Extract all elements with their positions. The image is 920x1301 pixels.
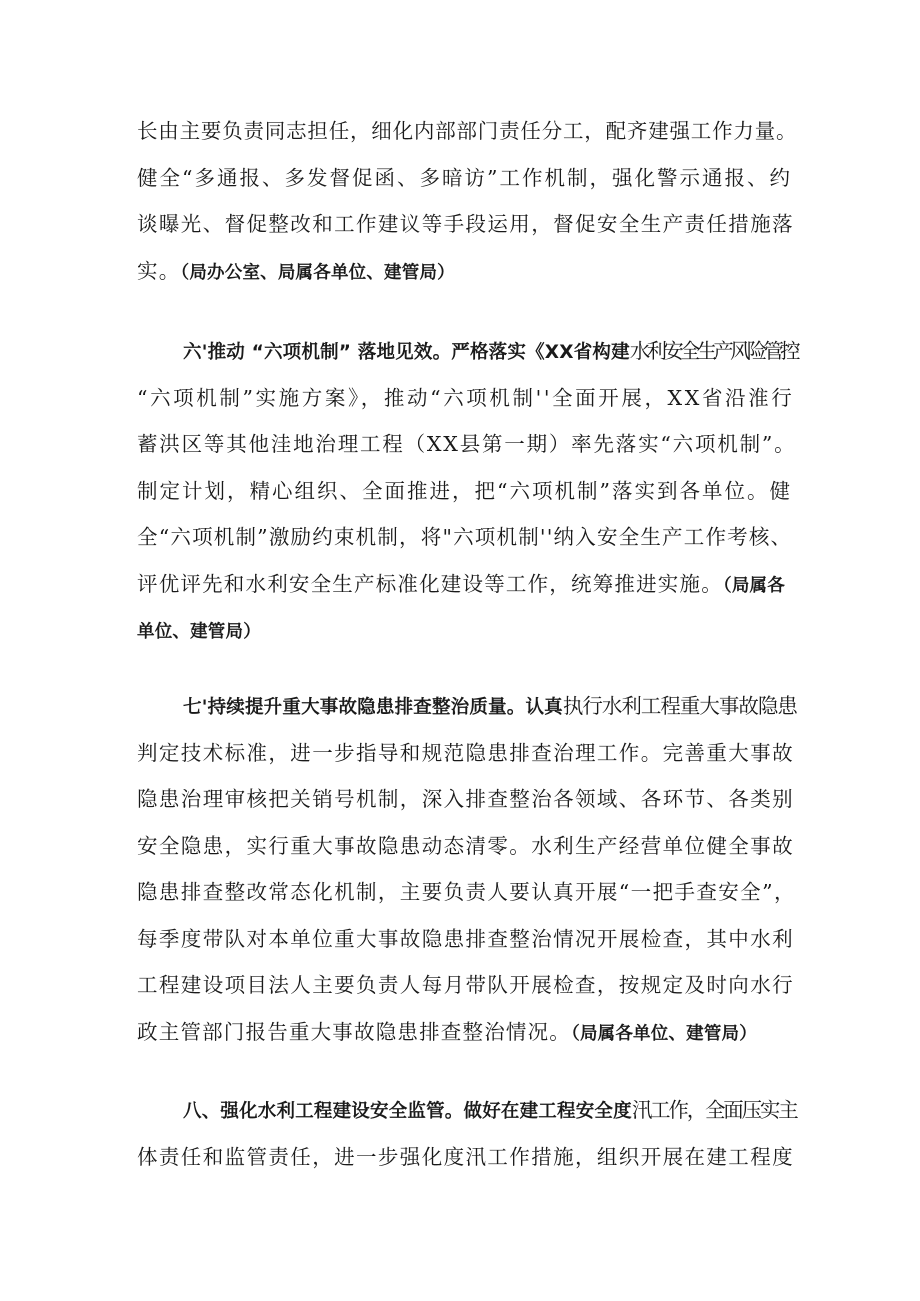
text-line — [137, 683, 797, 730]
text-line: 蓄洪区等其他洼地治理工程（XX县第一期）率先落实“六项机制”。 — [137, 432, 797, 456]
text-segment: 水利安全生产风险管控 — [629, 339, 797, 363]
text-line — [137, 328, 797, 375]
paragraph-six-mechanisms — [137, 328, 797, 654]
text-line: 隐患排查整改常态化机制，主要负责人要认真开展“一把手查安全”， — [137, 880, 796, 904]
text-line: 长由主要负责同志担任，细化内部部门责任分工，配齐建强工作力量。 — [137, 119, 798, 143]
text-line: 体责任和监管责任，进一步强化度汛工作措施，组织开展在建工程度 — [137, 1144, 794, 1169]
text-segment: 政主管部门报告重大事故隐患排查整治情况。 — [137, 1019, 571, 1044]
text-line — [137, 607, 797, 654]
section-heading: 七'持续提升重大事故隐患排查整治质量。认真 — [183, 697, 563, 718]
text-line: 安全隐患，实行重大事故隐患动态清零。水利生产经营单位健全事故 — [137, 833, 794, 858]
text-segment: 评优评先和水利安全生产标准化建设等工作，统筹推进实施。 — [137, 571, 723, 596]
responsible-units-note: （局属各单位、建管局） — [571, 1023, 757, 1044]
text-line: 谈曝光、督促整改和工作建议等手段运用，督促安全生产责任措施落 — [137, 212, 794, 236]
section-heading: 八、强化水利工程建设安全监管。做好在建工程安全度 — [183, 1101, 632, 1122]
text-line — [137, 1009, 797, 1056]
text-line: 每季度带队对本单位重大事故隐患排查整治情况开展检查，其中水利 — [137, 926, 794, 951]
text-line: “六项机制”实施方案》，推动“六项机制''全面开展，XX省沿淮行 — [137, 385, 795, 410]
responsible-units-note: （局办公室、局属各单位、建管局） — [180, 262, 455, 283]
text-line: 隐患治理审核把关销号机制，深入排查整治各领域、各环节、各类别 — [137, 787, 794, 811]
responsible-units-note: （局属各 — [722, 575, 785, 596]
text-line — [137, 248, 797, 295]
text-line — [137, 1087, 797, 1134]
paragraph-responsibility — [137, 108, 797, 294]
text-line: 全“六项机制”激励约束机制，将"六项机制''纳入安全生产工作考核、 — [137, 525, 793, 549]
text-line: 工程建设项目法人主要负责人每月带队开展检查，按规定及时向水行 — [137, 973, 794, 997]
paragraph-hazard-inspection — [137, 683, 797, 1055]
text-segment: 实。 — [137, 258, 181, 283]
text-line: 健全“多通报、多发督促函、多暗访”工作机制，强化警示通报、约 — [137, 165, 792, 190]
text-line: 判定技术标准，进一步指导和规范隐患排查治理工作。完善重大事故 — [137, 740, 794, 765]
paragraph-construction-safety — [137, 1087, 797, 1180]
text-segment: 执行水利工程重大事故隐患 — [562, 694, 797, 718]
text-segment: 汛工作，全面压实主 — [631, 1098, 797, 1122]
text-line — [137, 561, 797, 608]
text-line: 制定计划，精心组织、全面推进，把“六项机制”落实到各单位。健 — [137, 478, 792, 503]
section-heading: 六'推动 “六项机制” 落地见效。严格落实《XX省构建 — [183, 342, 630, 363]
responsible-units-note: 单位、建管局） — [137, 622, 261, 642]
